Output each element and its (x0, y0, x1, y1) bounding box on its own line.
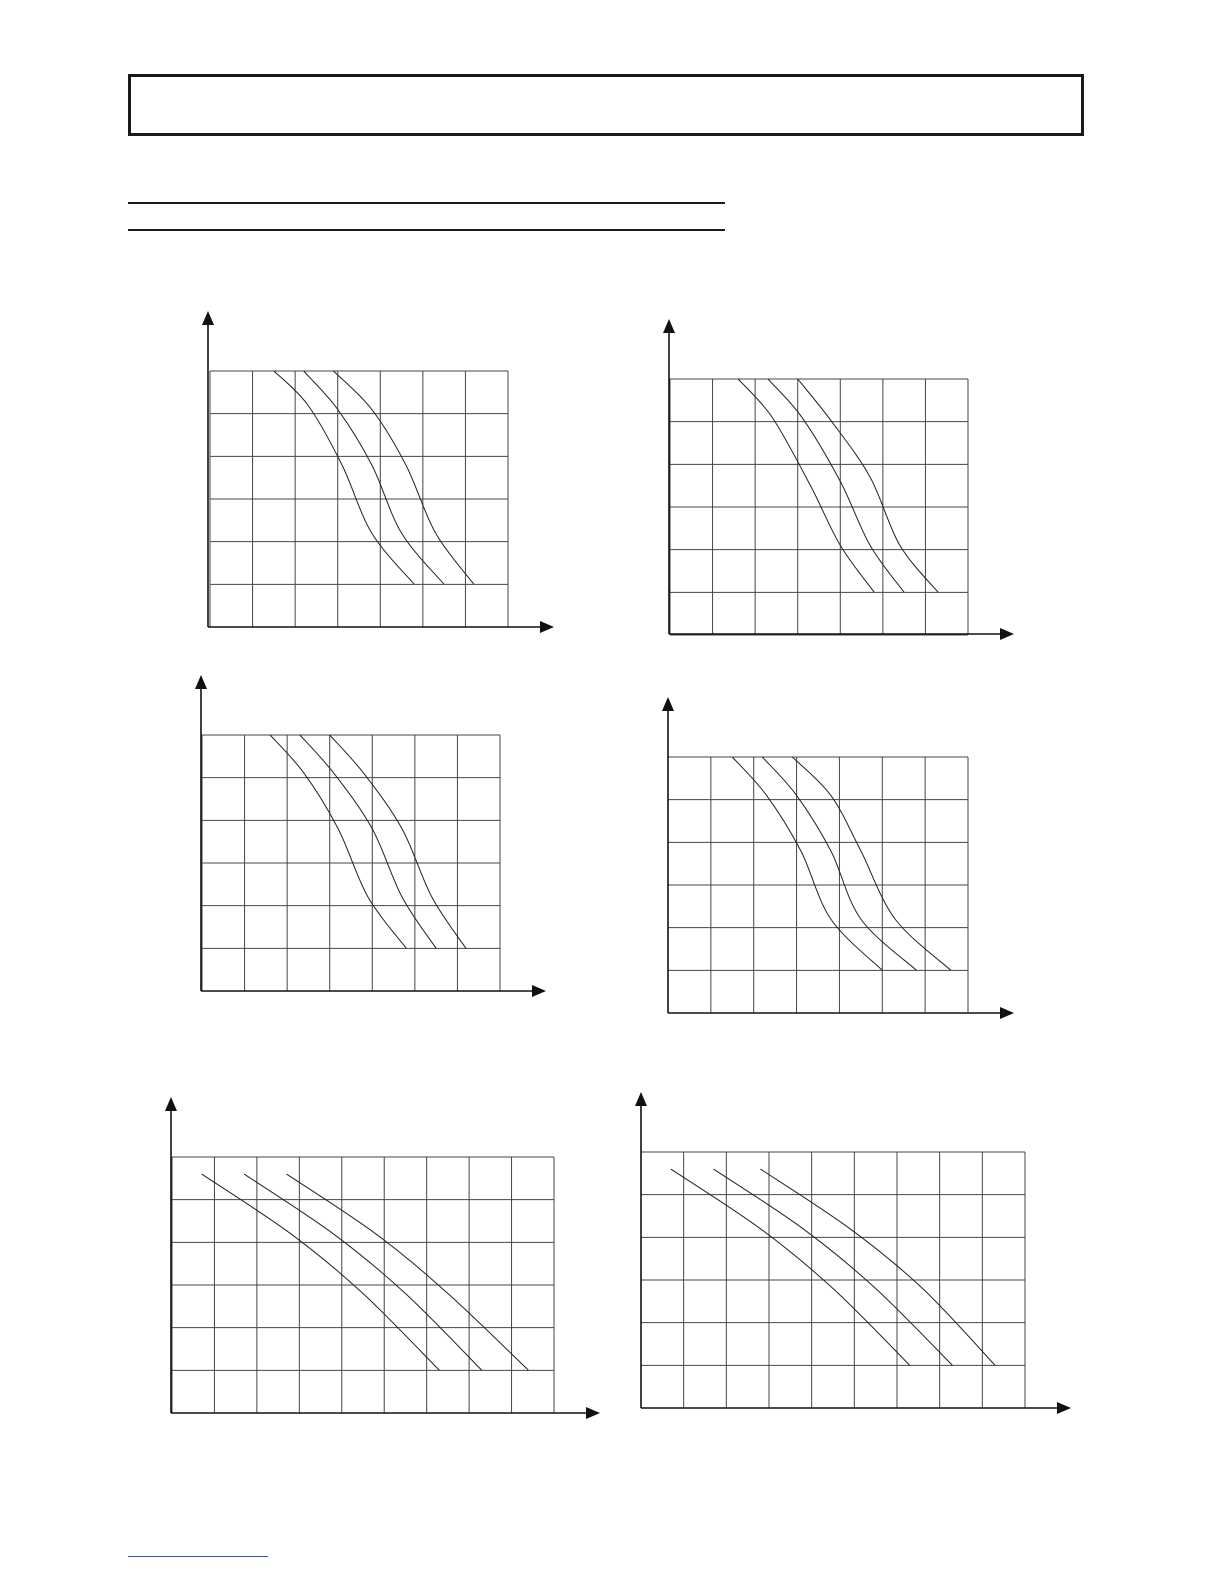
chart-grid (641, 1152, 1025, 1408)
series-line-1 (671, 1169, 910, 1365)
section-rule-top (128, 202, 725, 204)
series-line-3 (333, 371, 473, 584)
series-line-3 (760, 1169, 995, 1365)
chart-svg (621, 1082, 1085, 1428)
x-axis-arrow-icon (1000, 1007, 1014, 1019)
series-line-3 (798, 379, 938, 592)
x-axis-arrow-icon (586, 1407, 600, 1419)
y-axis-arrow-icon (202, 311, 214, 325)
series-line-1 (202, 1174, 440, 1370)
x-axis-arrow-icon (1057, 1402, 1071, 1414)
y-axis-arrow-icon (165, 1097, 177, 1111)
chart-svg (648, 687, 1028, 1033)
y-axis-arrow-icon (663, 319, 675, 333)
x-axis-arrow-icon (540, 621, 554, 633)
series-line-2 (300, 735, 436, 948)
chart-2 (649, 309, 1028, 654)
chart-grid (172, 1157, 554, 1413)
series-line-3 (330, 735, 466, 948)
chart-grid (210, 371, 508, 627)
series-line-1 (270, 735, 406, 948)
chart-svg (181, 665, 560, 1011)
chart-6 (621, 1082, 1085, 1428)
x-axis-arrow-icon (1000, 628, 1014, 640)
footer-link-rule (128, 1556, 268, 1557)
y-axis-arrow-icon (195, 675, 207, 689)
x-axis-arrow-icon (532, 985, 546, 997)
chart-5 (151, 1087, 614, 1433)
chart-grid (202, 735, 500, 991)
chart-3 (181, 665, 560, 1011)
page-title-box (128, 74, 1084, 136)
y-axis-arrow-icon (635, 1092, 647, 1106)
series-line-2 (244, 1174, 482, 1370)
chart-svg (151, 1087, 614, 1433)
series-line-1 (732, 757, 882, 970)
chart-svg (649, 309, 1028, 654)
series-line-2 (768, 379, 904, 592)
chart-4 (648, 687, 1028, 1033)
series-line-1 (738, 379, 874, 592)
y-axis-arrow-icon (662, 697, 674, 711)
chart-svg (188, 301, 568, 647)
series-line-3 (792, 757, 951, 970)
chart-grid (670, 379, 968, 635)
section-rule-bottom (128, 229, 725, 231)
chart-grid (668, 757, 968, 1013)
series-line-3 (287, 1174, 529, 1370)
chart-1 (188, 301, 568, 647)
series-line-2 (714, 1169, 953, 1365)
